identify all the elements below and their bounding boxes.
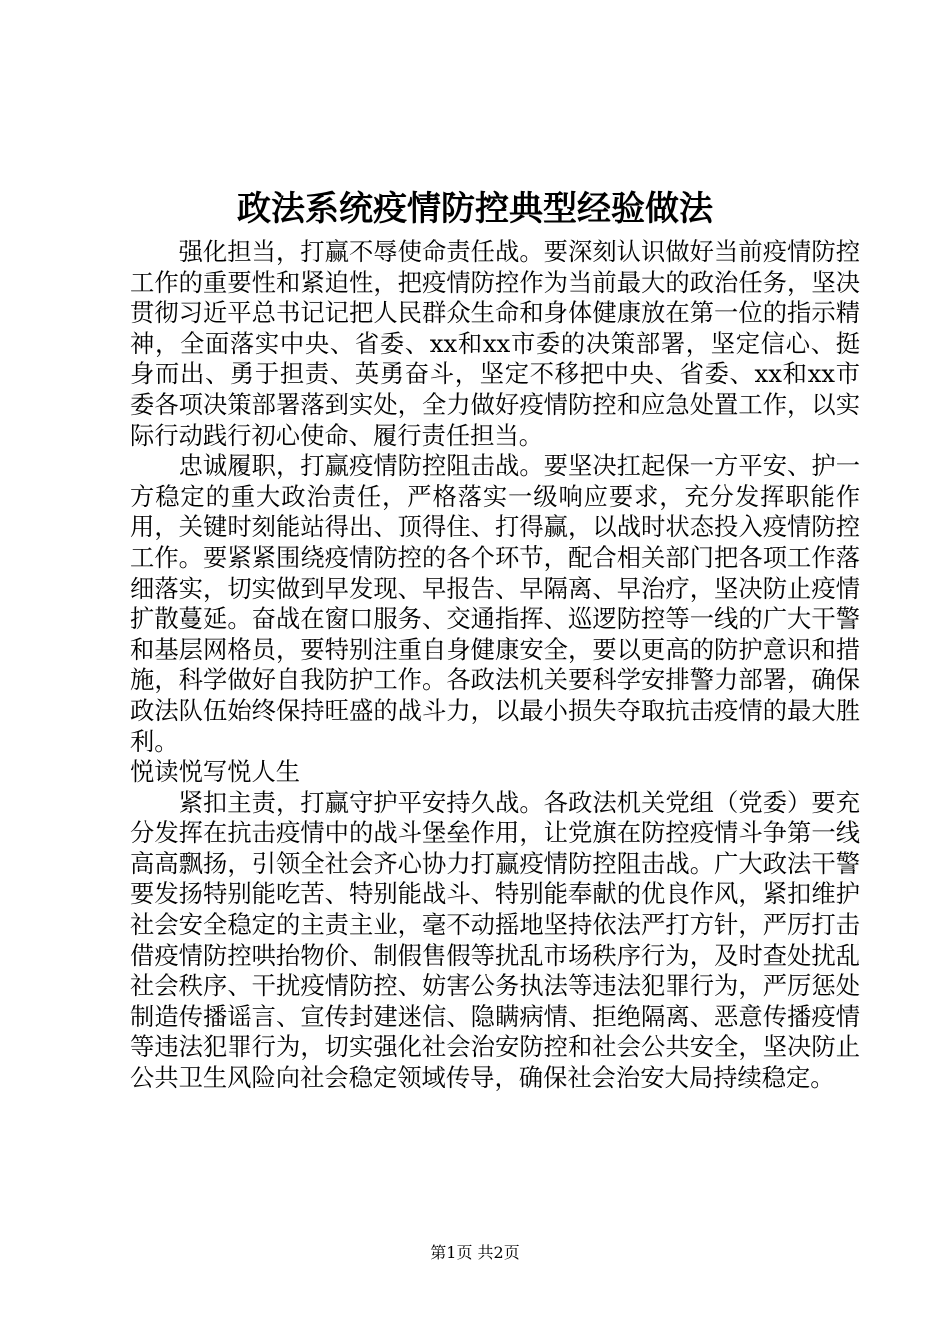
document-body xyxy=(130,237,860,1094)
paragraph-2: 忠诚履职，打赢疫情防控阻击战。要坚决扛起保一方平安、护一方稳定的重大政治责任，严格落实一级响应要求，充分发挥职能作用，关键时刻能站得出、顶得住、打得赢，以战时状态投入疫情防控工作。要紧紧围绕疫情防控的各个环节，配合相关部门把各项工作落细落实，切实做到早发现、早报告、早隔离、早治疗，坚决防止疫情扩散蔓延。奋战在窗口服务、交通指挥、巡逻防控等一线的广大干警和基层网格员，要特别注重自身健康安全，要以更高的防护意识和措施，科学做好自我防护工作。各政法机关要科学安排警力部署，确保政法队伍始终保持旺盛的战斗力，以最小损失夺取抗击疫情的最大胜利。 xyxy=(130,451,860,756)
page-footer: 第1页 共2页 xyxy=(430,1243,520,1262)
inserted-line: 悦读悦写悦人生 xyxy=(130,757,301,787)
paragraph-1: 强化担当，打赢不辱使命责任战。要深刻认识做好当前疫情防控工作的重要性和紧迫性，把疫情防控作为当前最大的政治任务，坚决贯彻习近平总书记记把人民群众生命和身体健康放在第一位的指示精神，全面落实中央、省委、xx和xx市委的决策部署，坚定信心、挺身而出、勇于担责、英勇奋斗，坚定不移把中央、省委、xx和xx市委各项决策部署落到实处，全力做好疫情防控和应急处置工作，以实际行动践行初心使命、履行责任担当。 xyxy=(130,237,860,450)
paragraph-3: 紧扣主责，打赢守护平安持久战。各政法机关党组（党委）要充分发挥在抗击疫情中的战斗堡垒作用，让党旗在防控疫情斗争第一线高高飘扬，引领全社会齐心协力打赢疫情防控阻击战。广大政法干警要发扬特别能吃苦、特别能战斗、特别能奉献的优良作风，紧扣维护社会安全稳定的主责主业，毫不动摇地坚持依法严打方针，严厉打击借疫情防控哄抬物价、制假售假等扰乱市场秩序行为，及时查处扰乱社会秩序、干扰疫情防控、妨害公务执法等违法犯罪行为，严厉惩处制造传播谣言、宣传封建迷信、隐瞒病情、拒绝隔离、恶意传播疫情等违法犯罪行为，切实强化社会治安防控和社会公共安全，坚决防止公共卫生风险向社会稳定领域传导，确保社会治安大局持续稳定。 xyxy=(130,787,860,1093)
document-title: 政法系统疫情防控典型经验做法 xyxy=(237,189,713,229)
